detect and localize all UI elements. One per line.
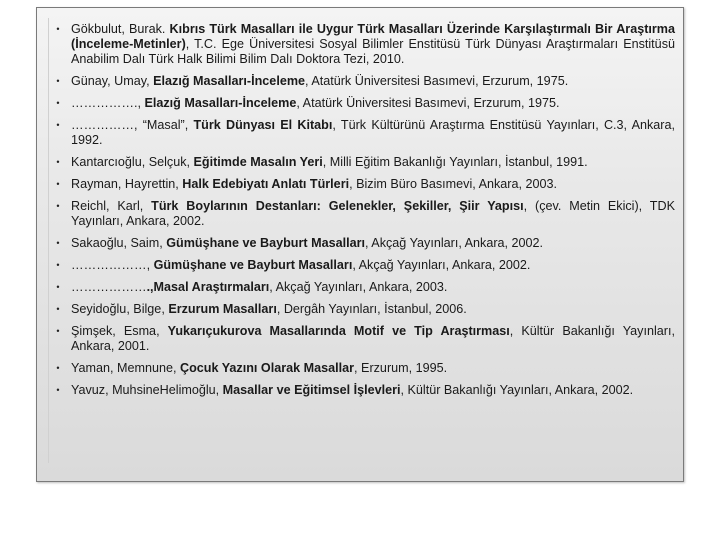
reference-title: Halk Edebiyatı Anlatı Türleri bbox=[182, 176, 350, 191]
reference-item bbox=[45, 195, 675, 232]
reference-segment: , Dergâh Yayınları, İstanbul, 2006. bbox=[276, 301, 467, 316]
reference-segment: , Kültür Bakanlığı Yayınları, Ankara, 2001. bbox=[71, 323, 675, 353]
reference-item bbox=[45, 151, 675, 173]
reference-text bbox=[71, 114, 675, 151]
reference-segment: ……………, “Masal”, bbox=[71, 117, 194, 132]
reference-title: Türk Dünyası El Kitabı bbox=[193, 117, 333, 132]
reference-item bbox=[45, 298, 675, 320]
reference-segment: Sakaoğlu, Saim, bbox=[71, 235, 167, 250]
reference-item bbox=[45, 173, 675, 195]
reference-text bbox=[71, 379, 675, 401]
bullet-icon: • bbox=[56, 260, 60, 270]
reference-segment: , Kültür Bakanlığı Yayınları, Ankara, 2002. bbox=[400, 382, 634, 397]
reference-item bbox=[45, 320, 675, 357]
reference-list bbox=[45, 18, 675, 401]
reference-title: Gümüşhane ve Bayburt Masalları bbox=[166, 235, 365, 250]
reference-item bbox=[45, 276, 675, 298]
bullet-icon: • bbox=[56, 282, 60, 292]
reference-segment: , Bizim Büro Basımevi, Ankara, 2003. bbox=[349, 176, 557, 191]
reference-segment: Yaman, Memnune, bbox=[71, 360, 180, 375]
bullet-icon: • bbox=[56, 304, 60, 314]
reference-text bbox=[71, 92, 675, 114]
reference-item bbox=[45, 70, 675, 92]
reference-item bbox=[45, 18, 675, 70]
reference-item bbox=[45, 114, 675, 151]
bullet-icon: • bbox=[56, 363, 60, 373]
slide-frame bbox=[36, 7, 684, 482]
reference-text bbox=[71, 18, 675, 70]
reference-item bbox=[45, 379, 675, 401]
reference-title: Yukarıçukurova Masallarında Motif ve Tip Araştırması bbox=[167, 323, 510, 338]
reference-segment: Günay, Umay, bbox=[71, 73, 154, 88]
reference-text bbox=[71, 254, 675, 276]
reference-segment: , T.C. Ege Üniversitesi Sosyal Bilimler Enstitüsü Türk Dünyası Araştırmaları Enstitüsü Anabilim Dalı Türk Halk Bilimi Bilim Dalı Doktora Tezi, 2010. bbox=[71, 36, 675, 66]
reference-segment: , Akçağ Yayınları, Ankara, 2002. bbox=[352, 257, 531, 272]
reference-segment: Reichl, Karl, bbox=[71, 198, 152, 213]
reference-segment: Şimşek, Esma, bbox=[71, 323, 168, 338]
reference-text bbox=[71, 298, 675, 320]
reference-title: Masallar ve Eğitimsel İşlevleri bbox=[222, 382, 401, 397]
reference-text bbox=[71, 151, 675, 173]
bullet-icon: • bbox=[56, 157, 60, 167]
reference-text bbox=[71, 173, 675, 195]
reference-segment: Rayman, Hayrettin, bbox=[71, 176, 183, 191]
reference-text bbox=[71, 70, 675, 92]
reference-segment: ………………, bbox=[71, 257, 154, 272]
reference-item bbox=[45, 254, 675, 276]
reference-text bbox=[71, 232, 675, 254]
reference-text bbox=[71, 320, 675, 357]
reference-segment: , Atatürk Üniversitesi Basımevi, Erzurum, 1975. bbox=[305, 73, 569, 88]
reference-segment: ……………., bbox=[71, 95, 145, 110]
reference-segment: , Akçağ Yayınları, Ankara, 2002. bbox=[365, 235, 544, 250]
bullet-icon: • bbox=[56, 98, 60, 108]
reference-title: Elazığ Masalları-İnceleme bbox=[144, 95, 297, 110]
reference-segment: , Milli Eğitim Bakanlığı Yayınları, İstanbul, 1991. bbox=[322, 154, 588, 169]
bullet-icon: • bbox=[56, 238, 60, 248]
reference-title: Eğitimde Masalın Yeri bbox=[193, 154, 323, 169]
bullet-icon: • bbox=[56, 24, 60, 34]
reference-title: Kıbrıs Türk Masalları ile Uygur Türk Masalları Üzerinde Karşılaştırmalı Bir Araştırma (İnceleme-Metinler) bbox=[71, 21, 675, 51]
reference-text bbox=[71, 195, 675, 232]
reference-segment: Yavuz, MuhsineHelimoğlu, bbox=[71, 382, 223, 397]
reference-title: .,Masal Araştırmaları bbox=[146, 279, 270, 294]
reference-title: Elazığ Masalları-İnceleme bbox=[153, 73, 306, 88]
reference-segment: Gökbulut, Burak. bbox=[71, 21, 170, 36]
bullet-icon: • bbox=[56, 120, 60, 130]
reference-text bbox=[71, 357, 675, 379]
bullet-icon: • bbox=[56, 385, 60, 395]
reference-segment: , Erzurum, 1995. bbox=[354, 360, 448, 375]
reference-title: Çocuk Yazını Olarak Masallar bbox=[179, 360, 355, 375]
reference-item bbox=[45, 92, 675, 114]
reference-segment: Kantarcıoğlu, Selçuk, bbox=[71, 154, 194, 169]
reference-segment: , Türk Kültürünü Araştırma Enstitüsü Yayınları, C.3, Ankara, 1992. bbox=[71, 117, 676, 147]
reference-segment: Seyidoğlu, Bilge, bbox=[71, 301, 169, 316]
reference-title: Erzurum Masalları bbox=[168, 301, 277, 316]
bullet-icon: • bbox=[56, 76, 60, 86]
reference-segment: , Atatürk Üniversitesi Basımevi, Erzurum, 1975. bbox=[296, 95, 560, 110]
reference-title: Gümüşhane ve Bayburt Masalları bbox=[153, 257, 353, 272]
reference-segment: ……………… bbox=[71, 279, 147, 294]
reference-item bbox=[45, 232, 675, 254]
reference-segment: , Akçağ Yayınları, Ankara, 2003. bbox=[269, 279, 448, 294]
bullet-icon: • bbox=[56, 326, 60, 336]
bullet-icon: • bbox=[56, 179, 60, 189]
reference-item bbox=[45, 357, 675, 379]
reference-segment: , (çev. Metin Ekici), TDK Yayınları, Ankara, 2002. bbox=[71, 198, 675, 228]
reference-title: Türk Boylarının Destanları: Gelenekler, Şekiller, Şiir Yapısı bbox=[151, 198, 524, 213]
bullet-icon: • bbox=[56, 201, 60, 211]
reference-text bbox=[71, 276, 675, 298]
